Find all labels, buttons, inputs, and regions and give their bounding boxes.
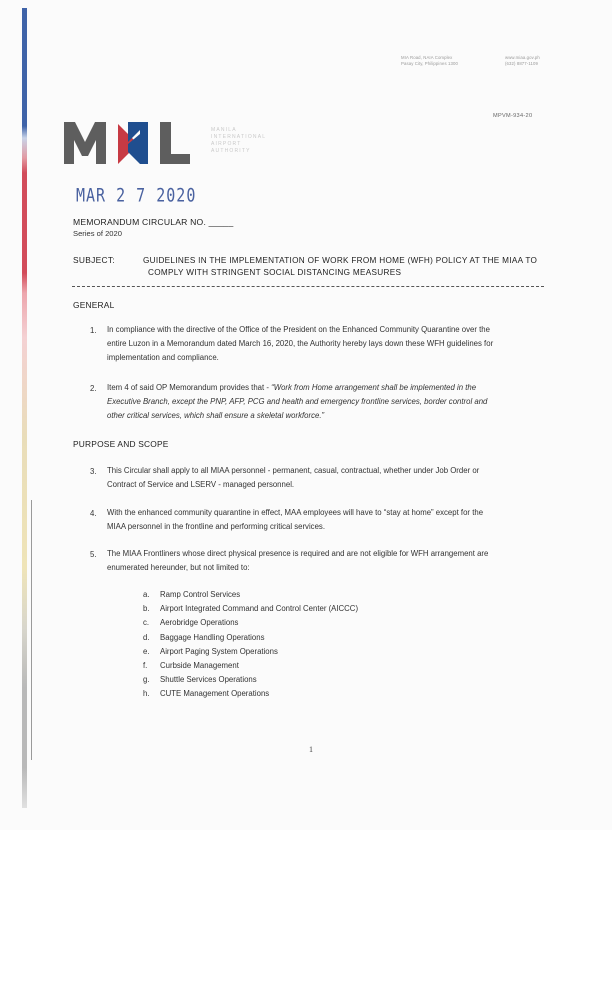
list-item-letter: d. (143, 632, 150, 642)
logo-tagline-line: INTERNATIONAL (211, 134, 267, 140)
paragraph-4 (107, 506, 483, 534)
section-purpose-heading: PURPOSE AND SCOPE (73, 439, 169, 449)
list-item (143, 590, 358, 604)
paragraph-line: implementation and compliance. (107, 353, 219, 363)
paragraph-number: 3. (90, 467, 97, 476)
list-item-text: Curbside Management (160, 660, 239, 670)
list-item (143, 633, 358, 647)
website-text: www.miaa.gov.ph (505, 55, 540, 60)
subject-line: GUIDELINES IN THE IMPLEMENTATION OF WORK FROM HOME (WFH) POLICY AT THE MIAA TO (143, 256, 538, 265)
address-line: MIA Road, NAIA Complex (401, 55, 453, 60)
memo-series: Series of 2020 (73, 229, 122, 238)
logo-tagline-line: AIRPORT (211, 141, 242, 147)
list-item-text: Airport Integrated Command and Control Center (AICCC) (160, 604, 359, 614)
paragraph-line: In compliance with the directive of the Office of the President on the Enhanced Community Quarantine over the (107, 325, 490, 334)
paragraph-line: entire Luzon in a Memorandum dated March 16, 2020, the Authority hereby lays down these WFH guidelines for (107, 339, 494, 349)
list-item (143, 689, 358, 703)
list-item (143, 661, 358, 675)
date-stamp: MAR 2 7 2020 (76, 184, 197, 207)
contact-block (505, 55, 540, 67)
address-block (401, 55, 458, 67)
list-item (143, 604, 358, 618)
list-item-letter: e. (143, 646, 150, 656)
paragraph-3 (107, 464, 479, 492)
list-item-text: Baggage Handling Operations (160, 632, 265, 642)
binding-edge-stripe (22, 8, 27, 808)
address-line: Pasay City, Philippines 1300 (401, 61, 458, 66)
paragraph-2 (107, 381, 487, 424)
logo-tagline-line: MANILA (211, 127, 237, 133)
page-number: 1 (309, 745, 313, 754)
list-item-letter: h. (143, 689, 150, 699)
quoted-text: Executive Branch, except the PNP, AFP, PCG and health and emergency frontline services, border control and (107, 397, 488, 407)
quoted-text: “Work from Home arrangement shall be implemented in the (271, 383, 477, 392)
list-item (143, 647, 358, 661)
quoted-text: other critical services, which shall ensure a skeletal workforce.” (107, 411, 325, 421)
list-item-text: Shuttle Services Operations (160, 675, 257, 685)
list-item-text: CUTE Management Operations (160, 689, 270, 699)
paragraph-number: 5. (90, 550, 97, 559)
paragraph-line: The MIAA Frontliners whose direct physical presence is required and are not eligible for WFH arrangement are (107, 549, 489, 558)
list-item-letter: a. (143, 590, 150, 599)
paragraph-line: This Circular shall apply to all MIAA personnel - permanent, casual, contractual, whether under Job Order or (107, 466, 480, 475)
paragraph-number: 2. (90, 384, 97, 393)
list-item-text: Airport Paging System Operations (160, 646, 278, 656)
subject-divider (72, 286, 544, 287)
paragraph-line (107, 381, 487, 395)
list-item-text: Aerobridge Operations (160, 618, 239, 628)
reference-number: MPVM-934-20 (493, 113, 533, 119)
list-item (143, 618, 358, 632)
paragraph-number: 1. (90, 326, 97, 335)
phone-text: (632) 8877-1109 (505, 61, 538, 66)
subject-label: SUBJECT: (73, 255, 115, 265)
memo-title: MEMORANDUM CIRCULAR NO. _____ (73, 217, 234, 227)
list-item-letter: g. (143, 675, 150, 685)
frontliners-list (143, 590, 358, 704)
paragraph-line: MIAA personnel in the frontline and performing critical services. (107, 522, 325, 532)
paragraph-line: With the enhanced community quarantine in effect, MAA employees will have to “stay at home” except for the (107, 508, 484, 517)
paragraph-line: Contract of Service and LSERV - managed personnel. (107, 480, 295, 490)
list-item-text: Ramp Control Services (160, 590, 241, 599)
paragraph-line: enumerated hereunder, but not limited to: (107, 563, 250, 573)
scan-edge-line (31, 500, 32, 760)
subject-line: COMPLY WITH STRINGENT SOCIAL DISTANCING MEASURES (148, 268, 402, 277)
list-item-letter: b. (143, 604, 150, 614)
list-item-letter: f. (143, 660, 148, 670)
paragraph-text: Item 4 of said OP Memorandum provides that - (107, 383, 272, 392)
logo-tagline (211, 127, 266, 155)
list-item (143, 675, 358, 689)
logo-tagline-line: AUTHORITY (211, 148, 251, 154)
paragraph-5 (107, 547, 488, 575)
list-item-letter: c. (143, 618, 150, 628)
section-general-heading: GENERAL (73, 300, 115, 310)
paragraph-1 (107, 323, 493, 366)
paragraph-number: 4. (90, 509, 97, 518)
